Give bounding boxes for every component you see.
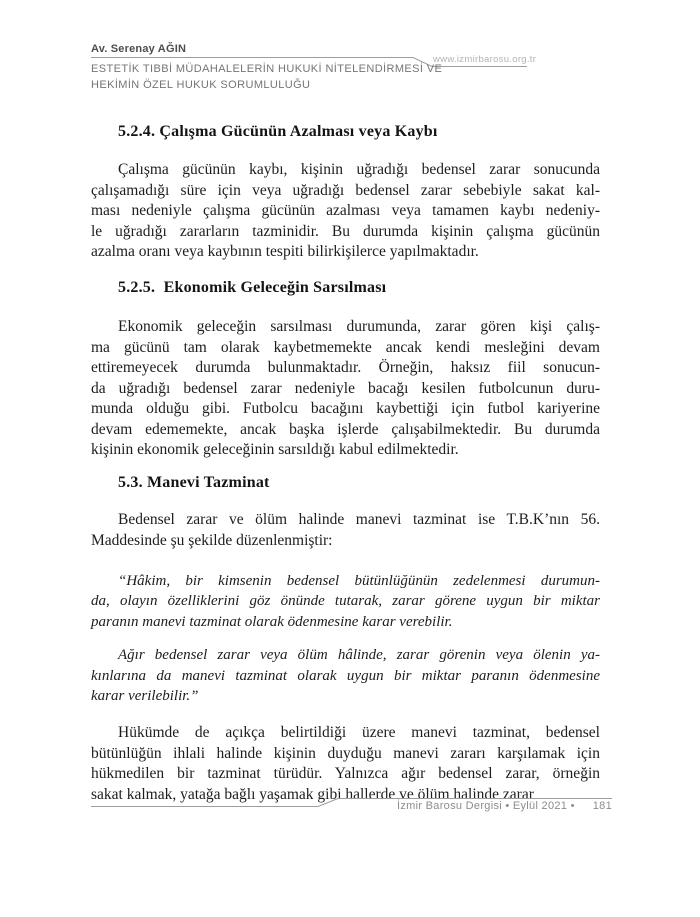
text-line: devam edememekte, ancak başka işlerde çalışabilmektedir. Bu durumda: [91, 420, 600, 438]
text-line: da uğradığı bedensel zarar nedeniyle bacağı kesilen futbolcunun duru-: [91, 379, 600, 397]
text-line: bütünlüğün ihlali halinde kişinin duyduğu manevi zararı karşılamak için: [91, 744, 600, 762]
article-title-line1: ESTETİK TIBBİ MÜDAHALELERİN HUKUKİ NİTELENDİRMESİ VE: [91, 63, 443, 75]
text-line: Hükümde de açıkça belirtildiği üzere manevi tazminat, bedensel: [118, 724, 600, 741]
text-line: Bedensel zarar ve ölüm halinde manevi tazminat ise T.B.K’nın 56.: [118, 511, 600, 528]
section-heading: 5.2.5. Ekonomik Geleceğin Sarsılması: [118, 279, 387, 296]
body-paragraph: [91, 160, 600, 263]
block-quote: [91, 645, 600, 707]
text-line: ma gücünü tam olarak kaybetmemekte ancak kendi mesleğini devam: [91, 338, 600, 356]
page-number: 181: [592, 800, 612, 812]
body-paragraph: [91, 510, 600, 551]
text-line: çalışamadığı süre için veya uğradığı bedensel zarar sebebiyle sakat kal-: [91, 181, 600, 199]
text-line: Çalışma gücünün kaybı, kişinin uğradığı bedensel zarar sonucunda: [118, 161, 600, 178]
body-paragraph: [91, 723, 600, 805]
block-quote: [91, 571, 600, 633]
article-title-line2: HEKİMİN ÖZEL HUKUK SORUMLULUĞU: [91, 79, 311, 91]
body-paragraph: [91, 317, 600, 461]
journal-name: İzmir Barosu Dergisi • Eylül 2021 •: [396, 800, 575, 812]
section-heading: 5.3. Manevi Tazminat: [118, 473, 270, 491]
text-line: azalma oranı veya kaybının tespiti bilirkişilerce yapılmaktadır.: [91, 243, 479, 260]
text-line: kişinin ekonomik geleceğinin sarsıldığı kabul edilmektedir.: [91, 441, 459, 458]
text-line: paranın manevi tazminat olarak ödenmesine karar verebilir.: [91, 613, 453, 630]
text-line: karar verilebilir.”: [91, 688, 199, 704]
website-url: www.izmirbarosu.org.tr: [433, 54, 537, 65]
text-line: “Hâkim, bir kimsenin bedensel bütünlüğünün zedelenmesi durumun-: [118, 572, 600, 589]
text-line: ması nedeniyle çalışma gücünün azalması veya tamamen kaybı nedeniy-: [91, 202, 600, 219]
article-body: [91, 0, 600, 805]
text-line: da, olayın özelliklerini göz önünde tutarak, zarar görene uygun bir miktar: [91, 593, 600, 609]
text-line: munda olduğu gibi. Futbolcu bacağını kaybettiği için futbol kariyerine: [91, 400, 600, 417]
text-line: le uğradığı zararların tazminidir. Bu durumda kişinin çalışma gücünün: [91, 222, 600, 240]
footer-text: [91, 800, 612, 813]
text-line: sakat kalmak, yatağa bağlı yaşamak gibi hallerde ve ölüm halinde zarar: [91, 785, 534, 803]
author-name: Av. Serenay AĞIN: [91, 43, 187, 55]
text-line: kınlarına da manevi tazminat olarak uygun bir miktar paranın ödenmesine: [91, 667, 600, 684]
section-heading: 5.2.4. Çalışma Gücünün Azalması veya Kaybı: [118, 123, 438, 140]
text-line: hükmedilen bir tazminat türüdür. Yalnızca ağır bedensel zarar, örneğin: [91, 765, 600, 782]
text-line: Ekonomik geleceğin sarsılması durumunda, zarar gören kişi çalış-: [118, 318, 600, 335]
text-line: ettiremeyecek durumda bulunmaktadır. Örneğin, haksız fiil sonucun-: [91, 359, 600, 376]
text-line: Ağır bedensel zarar veya ölüm hâlinde, zarar görenin veya ölenin ya-: [118, 647, 600, 663]
text-line: Maddesinde şu şekilde düzenlenmiştir:: [91, 531, 333, 549]
